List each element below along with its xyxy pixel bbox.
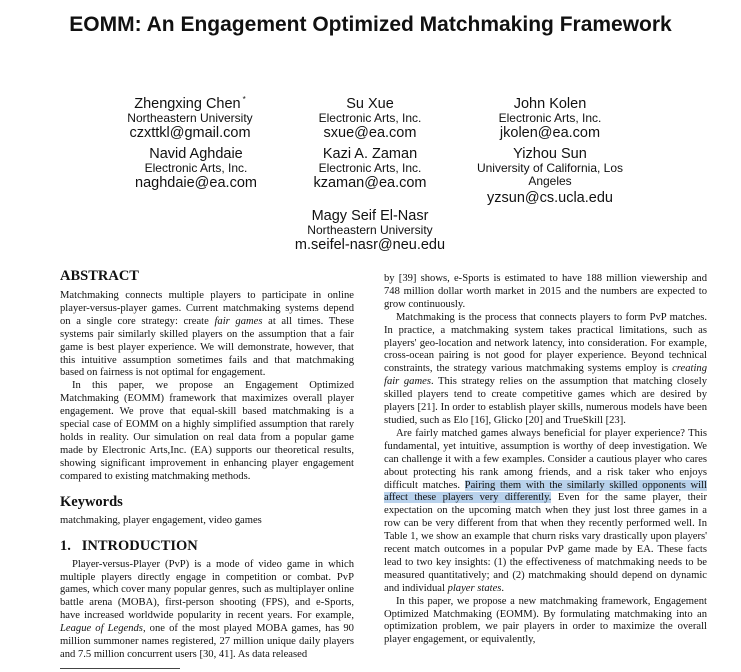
body-paragraph: Matchmaking is the process that connects players to form PvP matches. In practice, a matchmaking system takes practical limitations, such as players' geo-location and network latency, into consideration. For example, cross-ocean pairing is not good for player experience. Beyond technical constraints, the strategy various matchmaking systems employ is creating fair games. This strategy relies on the assumption that matching closely skilled players tend to create competitive games which are desired by players [21]. In order to establish player skills, numerous models have been studied, such as Elo [16], Glicko [20] and TrueSkill [23].: [384, 311, 707, 426]
highlighted-text-selection[interactable]: Pairing them with the similarly skilled opponents will affect these players very differently.: [384, 479, 707, 504]
intro-paragraph: Player-versus-Player (PvP) is a mode of video game in which multiple players directly engage in competition or combat. PvP games, which cover many popular genres, such as multiplayer online battle arena (MOBA), first-person shooting (FPS), and e-Sports, have increased worldwide popularity in recent years. For example, League of Legends, one of the most played MOBA games, has 90 million summoner names registered, 27 million unique daily players and 7.5 million concurrent users [30, 41]. As data released: [60, 558, 354, 660]
author-name: Yizhou Sun: [513, 146, 587, 162]
paper-title: EOMM: An Engagement Optimized Matchmaking Framework: [69, 13, 672, 36]
author-block: [90, 96, 290, 141]
author-name: Su Xue: [346, 96, 394, 112]
author-affiliation: Electronic Arts, Inc.: [318, 161, 422, 175]
author-affiliation: Electronic Arts, Inc.: [498, 111, 602, 125]
left-column: [60, 268, 354, 662]
author-name: Magy Seif El-Nasr: [311, 208, 429, 224]
introduction-heading: 1. INTRODUCTION: [60, 537, 198, 554]
author-email: sxue@ea.com: [323, 125, 417, 141]
author-affiliation: Northeastern University: [307, 223, 433, 237]
abstract-paragraph: Matchmaking connects multiple players to participate in online player-versus-player games. Current matchmaking systems depend on a single core strategy: create fair games at all times. These systems pair similarly skilled players on the assumption that a fair game is best player experience. We will demonstrate, however, that this intuitive assumption sometimes fails and that matchmaking based on fairness is not optimal for engagement.: [60, 290, 354, 379]
author-email: naghdaie@ea.com: [135, 175, 257, 191]
author-name: Navid Aghdaie: [149, 146, 243, 162]
keywords-text: matchmaking, player engagement, video games: [60, 514, 262, 526]
author-email: m.seifel-nasr@neu.edu: [294, 237, 446, 253]
body-paragraph: In this paper, we propose a new matchmaking framework, Engagement Optimized Matchmaking (EOMM). By formulating matchmaking into an optimization problem, we pair players in order to maximize the overall player engagement, or equivalently,: [384, 595, 707, 646]
author-footnote-mark: *: [242, 95, 246, 104]
author-affiliation: Northeastern University: [127, 111, 253, 125]
body-paragraph: Are fairly matched games always beneficial for player experience? This fundamental, yet intuitive, assumption is worthy of deep investigation. We can challenge it with a few examples. Consider a cautious player who cares about protecting his rank among friends, and a risk taker who enjoys difficult matches. Pairing them with the similarly skilled opponents will affect these players very differently. Even for the same player, their expectation on the upcoming match when they just lost three games in a row can be very different from that when they recently performed well. In Table 1, we show an example that churn risks vary drastically upon players' recent match outcomes in a popular PvP game made by EA. These facts lead to two key insights: (1) the effectiveness of matchmaking needs to be measured quantitatively; and (2) matchmaking should depend on dynamic and individual player states.: [384, 427, 708, 594]
author-name: Kazi A. Zaman: [322, 146, 418, 162]
author-block: [270, 146, 470, 191]
abstract-paragraph: In this paper, we propose an Engagement Optimized Matchmaking (EOMM) framework that maximizes overall player engagement. We prove that equal-skill based matchmaking is a special case of EOMM on a highly simplified assumption that rarely holds in reality. Our simulation on real data from a popular game made by Electronic Arts,Inc. (EA) supports our theoretical results, showing significant improvement in enhancing player engagement compared to existing matchmaking methods.: [60, 380, 354, 482]
author-name: Zhengxing Chen *: [134, 95, 246, 112]
author-email: yzsun@cs.ucla.edu: [487, 190, 613, 206]
author-name: John Kolen: [513, 96, 587, 112]
author-affiliation: Electronic Arts, Inc.: [318, 111, 422, 125]
author-email: czxttkl@gmail.com: [129, 125, 251, 141]
abstract-heading: ABSTRACT: [60, 268, 139, 284]
author-email: jkolen@ea.com: [499, 125, 601, 141]
right-column: [384, 273, 707, 647]
author-block: [96, 146, 296, 191]
author-block: [270, 208, 470, 253]
author-block: [470, 146, 630, 206]
footnote-rule: [60, 668, 180, 669]
author-affiliation: University of California, Los Angeles: [476, 161, 624, 188]
keywords-heading: Keywords: [60, 493, 123, 510]
author-email: kzaman@ea.com: [313, 175, 427, 191]
author-block: [270, 96, 470, 141]
body-paragraph: by [39] shows, e-Sports is estimated to have 188 million viewership and 748 million dollar worth market in 2015 and the numbers are expected to grow continuously.: [384, 273, 707, 310]
author-block: [450, 96, 650, 141]
author-affiliation: Electronic Arts, Inc.: [144, 161, 248, 175]
